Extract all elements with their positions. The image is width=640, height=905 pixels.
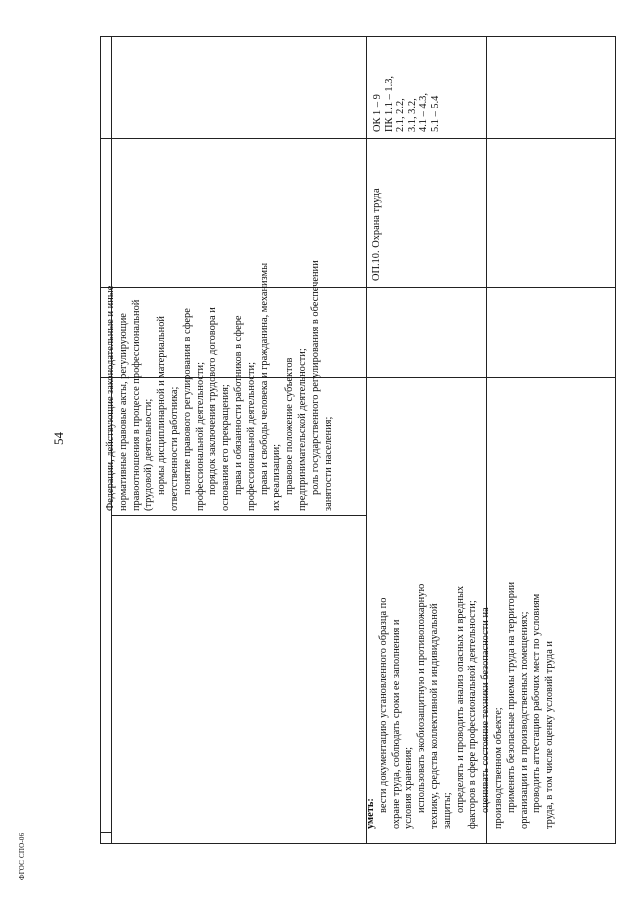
- text-line: использовать экобиозащитную и противопожарную: [416, 583, 428, 813]
- table-edge-line: [101, 832, 111, 833]
- text-line: ответственности работника;: [168, 386, 180, 511]
- page-number: 54: [51, 432, 66, 445]
- competency-table: [100, 36, 616, 844]
- skills-block: [365, 582, 557, 829]
- text-line: правоотношения в процессе профессиональной: [130, 299, 142, 511]
- text-line: порядок заключения трудового договора и: [207, 307, 219, 495]
- text-line: определять и проводить анализ опасных и вредных: [454, 585, 466, 813]
- competency-code: 2.1, 2.2,: [395, 98, 406, 132]
- text-line: охране труда, соблюдать сроки ее заполнения и: [390, 619, 402, 829]
- text-line: правовое положение субъектов: [284, 357, 296, 495]
- text-line: технику, средства коллективной и индивидуальной: [428, 603, 440, 829]
- text-line: профессиональной деятельности;: [245, 361, 257, 511]
- footer-code: ФГОС СПО-06: [18, 832, 26, 880]
- text-line: нормативные правовые акты, регулирующие: [117, 313, 129, 511]
- text-line: условия хранения;: [403, 747, 415, 829]
- competency-code: ПК 1.1 – 1.3,: [383, 76, 395, 132]
- text-line: Федерации, действующие законодательные и иные: [105, 285, 116, 511]
- block-divider: [111, 515, 366, 516]
- competency-code: 4.1 – 4.3,: [418, 93, 429, 132]
- text-line: занятости населения;: [322, 416, 334, 511]
- text-line: права и свободы человека и гражданина, механизмы: [258, 262, 270, 495]
- text-line: производственном объекте;: [492, 707, 504, 829]
- text-line: предпринимательской деятельности;: [296, 348, 308, 511]
- competency-code: 5.1 – 5.4: [429, 95, 441, 132]
- text-line: нормы дисциплинарной и материальной: [156, 316, 168, 495]
- text-line: защиты;: [441, 792, 453, 829]
- text-line: проводить аттестацию рабочих мест по условиям: [531, 593, 543, 813]
- competencies-cell: [372, 76, 441, 132]
- text-line: профессиональной деятельности;: [194, 361, 206, 511]
- discipline-name-cell: [371, 188, 384, 281]
- text-line: организации и в производственных помещениях;: [518, 611, 530, 829]
- skills-heading: уметь:: [365, 798, 376, 829]
- text-line: применять безопасные приемы труда на территории: [505, 581, 517, 813]
- text-line: основания его прекращения;: [220, 384, 232, 511]
- text-line: труда, в том числе оценку условий труда и: [544, 641, 556, 829]
- text-line: роль государственного регулирования в обеспечении: [309, 260, 321, 495]
- text-line: вести документацию установленного образца по: [377, 597, 389, 813]
- text-line: права и обязанности работников в сфере: [232, 315, 244, 495]
- competency-code: 3.1, 3.2,: [406, 98, 418, 132]
- text-line: их реализации;: [271, 443, 283, 511]
- text-line: факторов в сфере профессиональной деятельности;: [467, 600, 479, 829]
- text-line: понятие правового регулирования в сфере: [181, 308, 193, 495]
- competency-code: ОК 1 – 9: [372, 94, 383, 132]
- knowledge-block: [105, 260, 335, 511]
- text-line: (трудовой) деятельности;: [143, 398, 155, 511]
- text-line: оценивать состояние техники безопасности на: [480, 607, 492, 813]
- table-column-border: [101, 138, 615, 139]
- discipline-name: ОП.10. Охрана труда: [371, 188, 382, 281]
